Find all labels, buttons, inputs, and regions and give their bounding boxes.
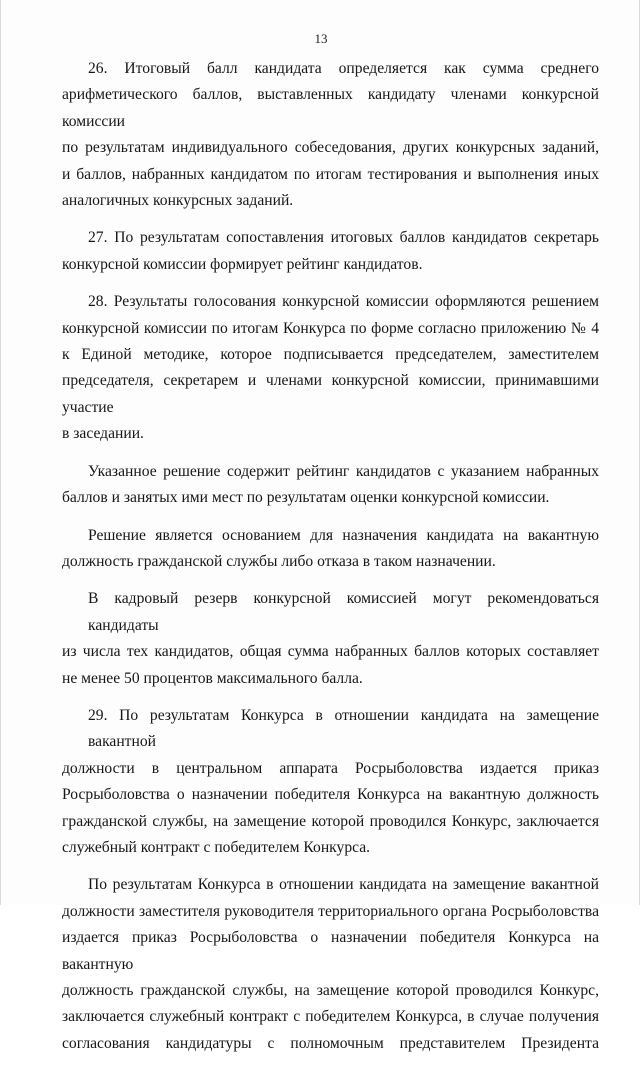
text-line: Указанное решение содержит рейтинг кандидатов с указанием набранных: [88, 462, 599, 480]
text-line: из числа тех кандидатов, общая сумма набранных баллов которых составляет: [62, 643, 599, 661]
paragraph-26: [62, 56, 599, 214]
text-line: конкурсной комиссии формирует рейтинг кандидатов.: [62, 255, 423, 273]
text-line: не менее 50 процентов максимального балла.: [62, 669, 363, 687]
text-line: служебный контракт с победителем Конкурса.: [62, 838, 371, 856]
text-line: Решение является основанием для назначения кандидата на вакантную: [88, 526, 599, 544]
text-line: должность гражданской службы, на замещение которой проводился Конкурс,: [62, 982, 599, 999]
text-line: и баллов, набранных кандидатом по итогам тестирования и выполнения иных: [62, 165, 599, 183]
text-line: издается приказ Росрыболовства о назначении победителя Конкурса на вакантную: [62, 929, 599, 973]
paragraph-28: [62, 289, 599, 447]
text-line: к Единой методике, которое подписывается председателем, заместителем: [62, 346, 599, 364]
text-line: 29. По результатам Конкурса в отношении кандидата на замещение вакантной: [88, 706, 599, 751]
text-line: 28. Результаты голосования конкурсной комиссии оформляются решением: [88, 293, 599, 311]
paragraph-territorial-deputy: [62, 872, 599, 1057]
text-line: В кадровый резерв конкурсной комиссией могут рекомендоваться кандидаты: [88, 590, 599, 634]
text-line: конкурсной комиссии по итогам Конкурса по форме согласно приложению № 4: [62, 319, 599, 337]
page-number: 13: [314, 31, 328, 46]
text-line: по результатам индивидуального собеседования, других конкурсных заданий,: [62, 139, 599, 157]
text-line: 26. Итоговый балл кандидата определяется как сумма среднего: [88, 60, 599, 77]
text-line: согласования кандидатуры с полномочным представителем Президента: [62, 1034, 599, 1052]
text-line: По результатам Конкурса в отношении кандидата на замещение вакантной: [88, 876, 599, 894]
text-line: аналогичных конкурсных заданий.: [62, 192, 294, 210]
text-line: Росрыболовства о назначении победителя Конкурса на вакантную должность: [62, 786, 599, 804]
text-line: гражданской службы, на замещение которой проводился Конкурс, заключается: [62, 812, 599, 830]
paragraph-27: [62, 225, 599, 278]
text-line: в заседании.: [62, 425, 144, 443]
document-body: [62, 56, 599, 1068]
text-line: баллов и занятых ими мест по результатам оценки конкурсной комиссии.: [62, 489, 550, 507]
paragraph-personnel-reserve: [62, 586, 599, 692]
text-line: должности в центральном аппарата Росрыболовства издается приказ: [62, 759, 599, 777]
paragraph-decision-rating: [62, 459, 599, 512]
text-line: председателя, секретарем и членами конкурсной комиссии, принимавшими участие: [62, 372, 599, 416]
paragraph-29: [62, 703, 599, 861]
paragraph-decision-basis: [62, 523, 599, 576]
text-line: заключается служебный контракт с победителем Конкурса, в случае получения: [62, 1008, 599, 1026]
text-line: арифметического баллов, выставленных кандидату членами конкурсной комиссии: [62, 86, 599, 130]
text-line: должность гражданской службы либо отказа в таком назначении.: [62, 552, 496, 570]
text-line: 27. По результатам сопоставления итоговых баллов кандидатов секретарь: [88, 229, 599, 247]
text-line: должности заместителя руководителя территориального органа Росрыболовства: [62, 902, 599, 920]
